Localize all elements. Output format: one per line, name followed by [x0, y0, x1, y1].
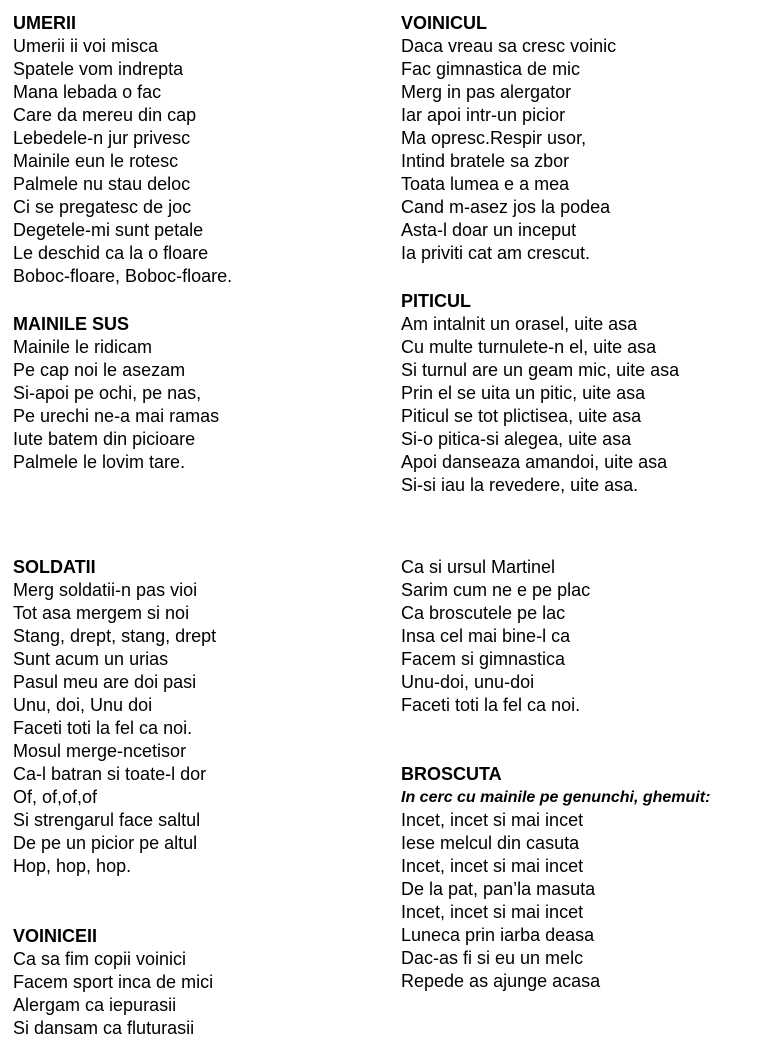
poem-line: Asta-l doar un inceput [401, 220, 577, 240]
poem-line: Mainile le ridicam [13, 337, 153, 357]
poem-line: Toata lumea e a mea [401, 174, 570, 194]
poem-line: Incet, incet si mai incet [401, 856, 584, 876]
poem-title: UMERII [13, 13, 76, 33]
poem-voinicei [13, 925, 373, 1040]
poem-line: Fac gimnastica de mic [401, 59, 581, 79]
poem-line: Cu multe turnulete-n el, uite asa [401, 337, 657, 357]
poem-line: Le deschid ca la o floare [13, 243, 209, 263]
poem-line: Alergam ca iepurasii [13, 995, 177, 1015]
poem-voinicul [401, 12, 761, 265]
poem-line: Hop, hop, hop. [13, 856, 132, 876]
poem-title: SOLDATII [13, 557, 96, 577]
poem-instruction: In cerc cu mainile pe genunchi, ghemuit: [401, 789, 711, 806]
poem-line: Pasul meu are doi pasi [13, 672, 197, 692]
poem-line: Dac-as fi si eu un melc [401, 948, 584, 968]
poem-piticul [401, 290, 761, 497]
poem-line: Tot asa mergem si noi [13, 603, 190, 623]
poem-line: De la pat, pan’la masuta [401, 879, 596, 899]
poem-line: Ca broscutele pe lac [401, 603, 566, 623]
poem-line: Lebedele-n jur privesc [13, 128, 191, 148]
poem-line: Palmele nu stau deloc [13, 174, 191, 194]
poem-title: PITICUL [401, 291, 471, 311]
poem-line: Palmele le lovim tare. [13, 452, 186, 472]
poem-line: Incet, incet si mai incet [401, 810, 584, 830]
poem-line: Umerii ii voi misca [13, 36, 159, 56]
poem-line: Iese melcul din casuta [401, 833, 580, 853]
poem-line: Facem sport inca de mici [13, 972, 214, 992]
poem-line: Care da mereu din cap [13, 105, 197, 125]
poem-umerii [13, 12, 373, 288]
poem-broscuta [401, 763, 761, 993]
poem-line: Luneca prin iarba deasa [401, 925, 595, 945]
poem-line: Iar apoi intr-un picior [401, 105, 566, 125]
poem-line: Si turnul are un geam mic, uite asa [401, 360, 680, 380]
poem-soldatii [13, 556, 373, 878]
poem-line: Spatele vom indrepta [13, 59, 184, 79]
poem-line: Facem si gimnastica [401, 649, 566, 669]
poem-line: Am intalnit un orasel, uite asa [401, 314, 638, 334]
poem-line: Ca si ursul Martinel [401, 557, 556, 577]
poem-line: Faceti toti la fel ca noi. [13, 718, 193, 738]
poem-line: Si-si iau la revedere, uite asa. [401, 475, 639, 495]
poem-line: Cand m-asez jos la podea [401, 197, 611, 217]
poem-line: Repede as ajunge acasa [401, 971, 601, 991]
poem-line: Merg in pas alergator [401, 82, 572, 102]
poem-line: Mosul merge-ncetisor [13, 741, 187, 761]
poem-title: VOINICUL [401, 13, 488, 33]
poem-line: Daca vreau sa cresc voinic [401, 36, 617, 56]
poem-line: Si-o pitica-si alegea, uite asa [401, 429, 632, 449]
poem-line: Ci se pregatesc de joc [13, 197, 192, 217]
poem-line: Piticul se tot plictisea, uite asa [401, 406, 642, 426]
poem-line: Si dansam ca fluturasii [13, 1018, 195, 1038]
poem-title: MAINILE SUS [13, 314, 130, 334]
poem-line: Intind bratele sa zbor [401, 151, 570, 171]
poem-title: BROSCUTA [401, 764, 502, 784]
poem-line: Ia priviti cat am crescut. [401, 243, 591, 263]
poem-line: Ma opresc.Respir usor, [401, 128, 587, 148]
poem-line: Pe urechi ne-a mai ramas [13, 406, 220, 426]
poem-line: Boboc-floare, Boboc-floare. [13, 266, 233, 286]
poem-title: VOINICEII [13, 926, 98, 946]
poem-line: Iute batem din picioare [13, 429, 196, 449]
poem-line: Incet, incet si mai incet [401, 902, 584, 922]
poem-line: De pe un picior pe altul [13, 833, 198, 853]
poem-line: Stang, drept, stang, drept [13, 626, 217, 646]
poem-line: Degetele-mi sunt petale [13, 220, 204, 240]
poem-line: Si-apoi pe ochi, pe nas, [13, 383, 202, 403]
poem-line: Apoi danseaza amandoi, uite asa [401, 452, 668, 472]
poem-line: Ca sa fim copii voinici [13, 949, 187, 969]
poem-line: Insa cel mai bine-l ca [401, 626, 571, 646]
poem-line: Si strengarul face saltul [13, 810, 201, 830]
poem-line: Mainile eun le rotesc [13, 151, 179, 171]
poem-line: Pe cap noi le asezam [13, 360, 186, 380]
poem-line: Sarim cum ne e pe plac [401, 580, 591, 600]
poem-line: Unu, doi, Unu doi [13, 695, 153, 715]
poem-line: Prin el se uita un pitic, uite asa [401, 383, 646, 403]
poem-line: Ca-l batran si toate-l dor [13, 764, 207, 784]
poem-continuation [401, 556, 761, 717]
poem-line: Unu-doi, unu-doi [401, 672, 535, 692]
poem-line: Mana lebada o fac [13, 82, 162, 102]
poem-mainile-sus [13, 313, 373, 474]
poem-line: Sunt acum un urias [13, 649, 169, 669]
poem-line: Faceti toti la fel ca noi. [401, 695, 581, 715]
poem-line: Merg soldatii-n pas vioi [13, 580, 198, 600]
poem-line: Of, of,of,of [13, 787, 98, 807]
